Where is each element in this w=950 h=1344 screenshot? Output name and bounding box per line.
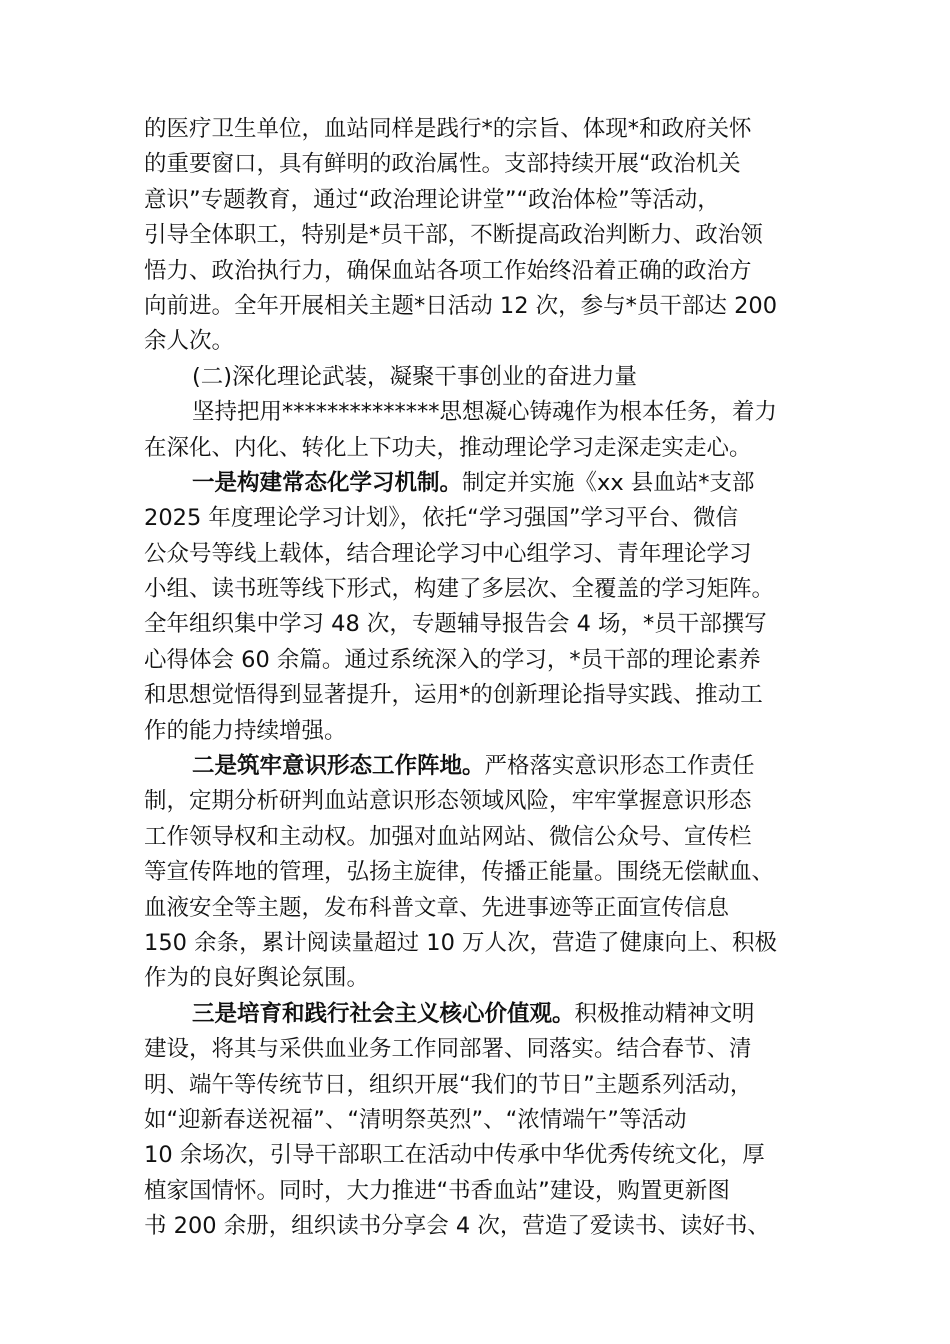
- text-line: 150 余条，累计阅读量超过 10 万人次，营造了健康向上、积极: [144, 929, 778, 956]
- lead-rest: 严格落实意识形态工作责任: [484, 753, 755, 780]
- bold-lead: 三是培育和践行社会主义核心价值观。: [192, 1000, 575, 1027]
- text-line: 作为的良好舆论氛围。: [144, 965, 370, 992]
- text-line: 2025 年度理论学习计划》，依托“学习强国”学习平台、微信: [144, 505, 738, 532]
- text-line: 工作领导权和主动权。加强对血站网站、微信公众号、宣传栏: [144, 823, 752, 850]
- section-heading: [144, 360, 814, 395]
- lead-rest: 积极推动精神文明: [574, 1000, 755, 1027]
- bold-lead: 一是构建常态化学习机制。: [192, 469, 463, 496]
- lead-rest: 制定并实施《xx 县血站*支部: [462, 469, 755, 496]
- text-line: 明、端午等传统节日，组织开展“我们的节日”主题系列活动，: [144, 1071, 753, 1098]
- text-line: 10 余场次，引导干部职工在活动中传承中华优秀传统文化，厚: [144, 1142, 765, 1169]
- text-line: 如“迎新春送祝福”、“清明祭英烈”、“浓情端午”等活动: [144, 1106, 687, 1133]
- text-line: 余人次。: [144, 328, 235, 355]
- paragraph-political-education: [144, 112, 814, 360]
- text-line: 公众号等线上载体，结合理论学习中心组学习、青年理论学习: [144, 540, 752, 567]
- text-line: 悟力、政治执行力，确保血站各项工作始终沿着正确的政治方: [144, 257, 752, 284]
- text-line: 和思想觉悟得到显著提升，运用*的创新理论指导实践、推动工: [144, 682, 763, 709]
- text-line: 的医疗卫生单位，血站同样是践行*的宗旨、体现*和政府关怀: [144, 116, 752, 142]
- text-line: 血液安全等主题，发布科普文章、先进事迹等正面宣传信息: [144, 894, 730, 921]
- text-line: 引导全体职工，特别是*员干部，不断提高政治判断力、政治领: [144, 222, 763, 249]
- document-page: [144, 112, 814, 1245]
- text-line: 向前进。全年开展相关主题*日活动 12 次，参与*员干部达 200: [144, 292, 778, 319]
- text-line: [144, 466, 814, 501]
- paragraph-learning-mechanism: [144, 466, 814, 749]
- text-line: 书 200 余册，组织读书分享会 4 次，营造了爱读书、读好书、: [144, 1213, 770, 1240]
- text-line: 在深化、内化、转化上下功夫，推动理论学习走深走实走心。: [144, 434, 752, 461]
- text-line: 制，定期分析研判血站意识形态领域风险，牢牢掌握意识形态: [144, 788, 752, 815]
- bold-lead: 二是筑牢意识形态工作阵地。: [192, 753, 485, 780]
- text-line: 建设，将其与采供血业务工作同部署、同落实。结合春节、清: [144, 1036, 752, 1063]
- text-line: 心得体会 60 余篇。通过系统深入的学习，*员干部的理论素养: [144, 646, 761, 673]
- paragraph-core-values: [144, 997, 814, 1245]
- text-line: 的重要窗口，具有鲜明的政治属性。支部持续开展“政治机关: [144, 151, 741, 178]
- text-line: [144, 749, 814, 784]
- text-line: 作的能力持续增强。: [144, 717, 347, 744]
- heading-text: (二)深化理论武装，凝聚干事创业的奋进力量: [192, 363, 638, 390]
- text-line: 小组、读书班等线下形式，构建了多层次、全覆盖的学习矩阵。: [144, 576, 775, 603]
- text-line: 坚持把用**************思想凝心铸魂作为根本任务，着力: [192, 399, 778, 426]
- paragraph-ideology-front: [144, 749, 814, 997]
- text-line: [144, 997, 814, 1032]
- text-line: 全年组织集中学习 48 次，专题辅导报告会 4 场，*员干部撰写: [144, 611, 767, 638]
- text-line: 植家国情怀。同时，大力推进“书香血站”建设，购置更新图: [144, 1177, 730, 1204]
- text-line: 意识”专题教育，通过“政治理论讲堂”“政治体检”等活动，: [144, 186, 720, 213]
- text-line: 等宣传阵地的管理，弘扬主旋律，传播正能量。围绕无偿献血、: [144, 859, 775, 886]
- paragraph-theory-study: [144, 395, 814, 466]
